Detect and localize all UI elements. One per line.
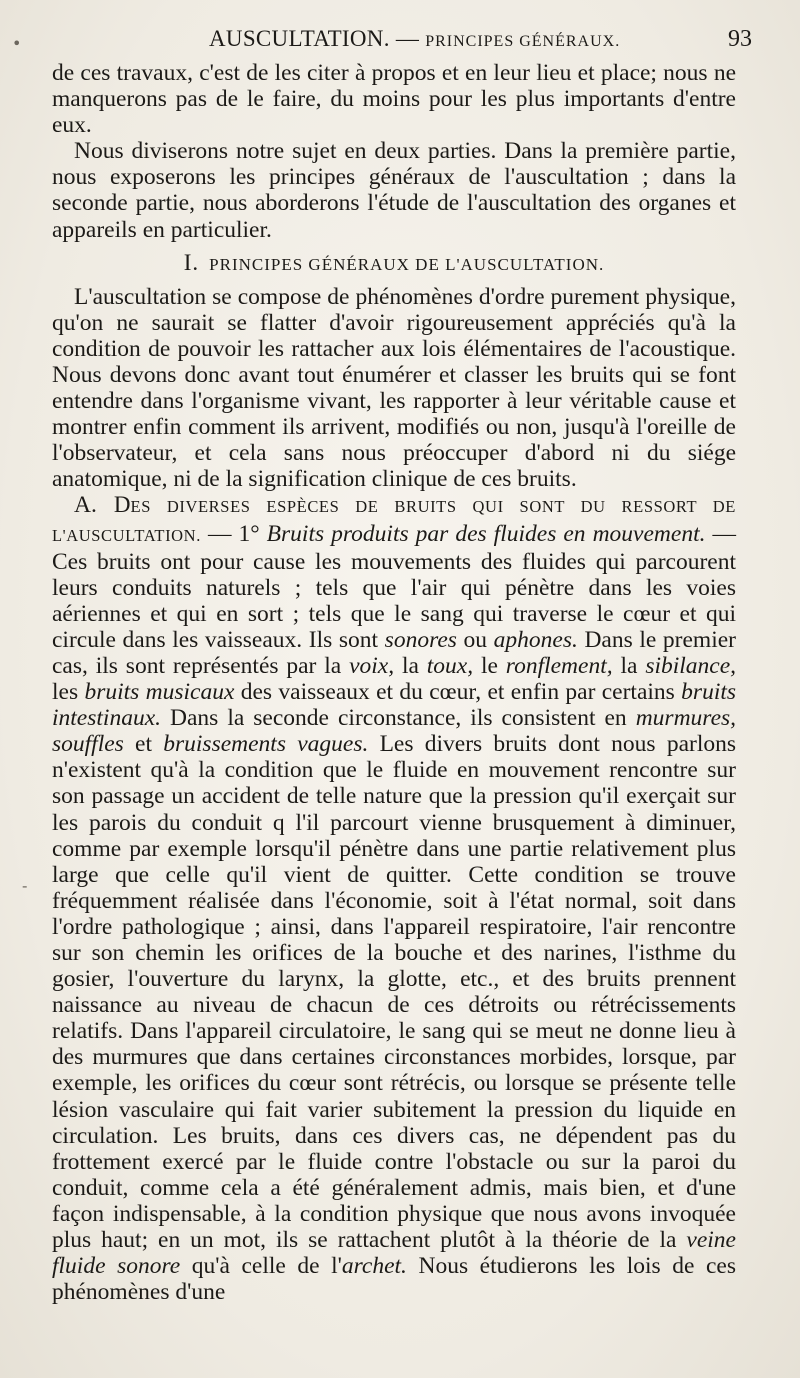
italic-term: aphones. — [493, 626, 578, 653]
margin-dot: • — [12, 34, 22, 53]
text-run: la — [401, 652, 419, 679]
section-title: PRINCIPES GÉNÉRAUX DE L'AUSCULTATION. — [209, 254, 605, 274]
text-run: les — [52, 679, 79, 706]
text-run: Les divers bruits dont nous parlons n'existent qu'à la condition que le fluide en mouvement rencontre sur son passage un accident de telle nature que la pression qu'il exerçait sur les parois du conduit q l'il parcourt vienne brusquement à diminuer, comme par exemple lorsqu'il pénètre dans une partie relativement plus large que celle qu'il vient de quitter. Cette condition se trouve fréquemment réalisée dans l'économie, soit à l'état normal, soit dans l'ordre pathologique ; ainsi, dans l'appareil respiratoire, l'air rencontre sur son chemin les orifices de la bouche et des narines, l'isthme du gosier, l'ouverture du larynx, la glotte, etc., et des bruits prennent naissance au niveau de chacun de ces détroits ou rétrécissements relatifs. Dans l'appareil circulatoire, le sang qui se meut ne donne lieu à des murmures que dans certaines circonstances morbides, lorsque, par exemple, les orifices du cœur sont rétrécis, ou lorsque se présente telle lésion vasculaire qui fait varier subitement la pression du liquide en circulation. Les bruits, dans ces divers cas, ne dépendent pas du frottement exercé par le fluide contre l'obstacle ou sur la paroi du conduit, comme cela a été généralement admis, mais bien, et d'une façon indispensable, à la condition physique que nous avons invoquée plus haut; en un mot, ils se rattachent plutôt à la théorie de la — [52, 731, 736, 1254]
page-header — [54, 26, 752, 58]
running-title — [209, 26, 620, 52]
text-run: Nous étudierons les lois de ces phénomènes d'une — [52, 1253, 736, 1306]
italic-term: bruissements vagues. — [163, 731, 369, 758]
italic-term: murmures, souffles — [52, 705, 737, 758]
body-text — [52, 60, 736, 1305]
text-run: ou — [463, 626, 488, 653]
running-title-main: AUSCULTATION. — [209, 26, 390, 51]
text-run: — Ces bruits ont pour cause les mouvements des fluides qui parcourent leurs conduits naturels ; tels que l'air qui pénètre dans les voies aériennes et qui en sort ; tels que le sang qui traverse le cœur et qui circule dans les vaisseaux. Ils sont — [52, 520, 737, 653]
subsection-heading: ES DIVERSES ESPÈCES DE BRUITS QUI SONT DU RESSORT DE L'AUSCULTATION. — [52, 497, 736, 545]
text-run: la — [620, 652, 638, 679]
italic-term: sonores — [384, 626, 457, 653]
text-run: Dans la seconde circonstance, ils consistent en — [170, 705, 627, 732]
subsection-intro: — 1° — [207, 520, 260, 547]
running-title-sub: PRINCIPES GÉNÉRAUX. — [425, 33, 621, 50]
paragraph-4 — [52, 492, 736, 1305]
section-heading — [52, 251, 736, 277]
text-run: Dans le premier cas, ils sont représentés par la — [52, 626, 736, 679]
paragraph-1: de ces travaux, c'est de les citer à propos et en leur lieu et place; nous ne manquerons pas de le faire, du moins pour les plus importants d'entre eux. — [52, 60, 736, 139]
subheading-fluides: Bruits produits par des fluides en mouvement. — [266, 520, 706, 547]
running-title-separator: — — [395, 26, 420, 51]
italic-term: toux, — [426, 652, 474, 679]
italic-term: bruits intestinaux. — [52, 679, 737, 732]
subsection-letter: A. — [74, 492, 97, 519]
italic-term: bruits musicaux — [84, 679, 235, 706]
paragraph-2: Nous diviserons notre sujet en deux parties. Dans la première partie, nous exposerons les principes généraux de l'auscultation ; dans la seconde partie, nous aborderons l'étude de l'auscultation des organes et appareils en particulier. — [52, 138, 736, 243]
italic-term: voix, — [349, 652, 395, 679]
text-run: et — [135, 731, 153, 758]
italic-term: ronflement, — [505, 652, 613, 679]
text-run: des vaisseaux et du cœur, et enfin par certains — [240, 679, 675, 706]
page-number: 93 — [728, 26, 752, 52]
section-number: I. — [183, 249, 200, 275]
text-run: qu'à celle de l' — [191, 1253, 342, 1280]
text-run: le — [480, 652, 498, 679]
margin-dash: - — [22, 876, 28, 895]
italic-term: archet. — [341, 1253, 407, 1280]
subsection-heading-initial: D — [113, 492, 131, 518]
italic-term: veine fluide sonore — [52, 1227, 736, 1280]
italic-term: sibilance, — [645, 652, 737, 679]
paragraph-3: L'auscultation se compose de phénomènes d'ordre purement physique, qu'on ne saurait se flatter d'avoir rigoureusement appréciés qu'à la condition de pouvoir les rattacher aux lois élémentaires de l'acoustique. Nous devons donc avant tout énumérer et classer les bruits qui se font entendre dans l'organisme vivant, les rapporter à leur véritable cause et montrer enfin comment ils arrivent, modifiés ou non, jusqu'à l'oreille de l'observateur, et cela sans nous préoccuper d'abord ni du siége anatomique, ni de la signification clinique de ces bruits. — [52, 283, 736, 493]
